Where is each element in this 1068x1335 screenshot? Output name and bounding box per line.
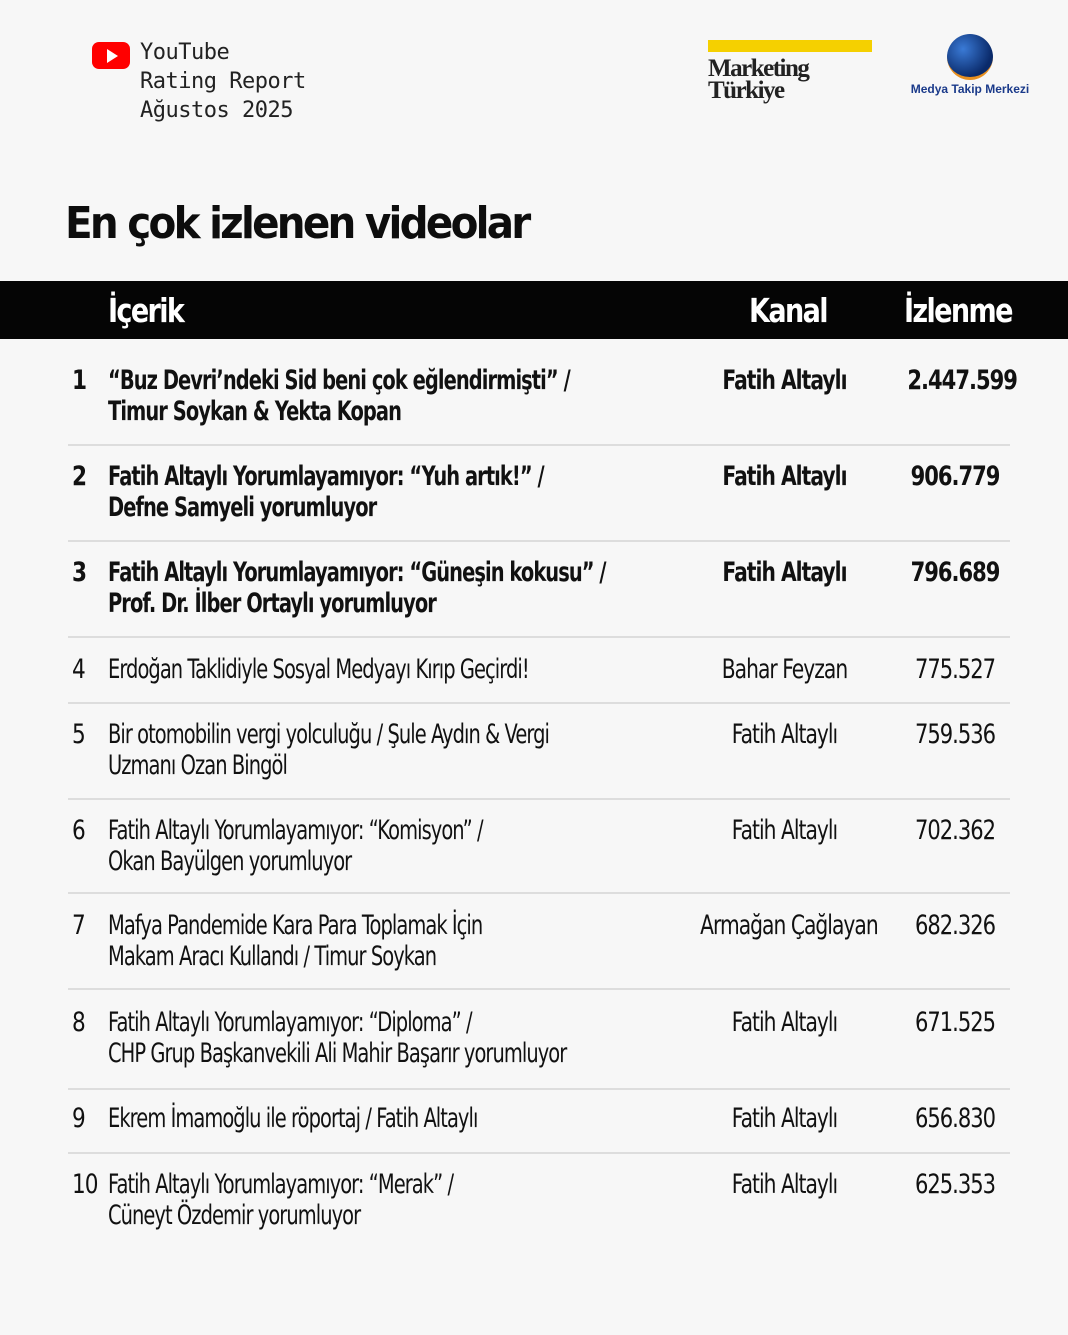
channel-name: Bahar Feyzan	[721, 654, 848, 685]
medya-takip-merkezi-logo	[900, 34, 1040, 96]
report-label	[140, 38, 306, 125]
rank: 7	[72, 910, 85, 941]
video-title-line: Mafya Pandemide Kara Para Toplamak İçin	[108, 910, 483, 941]
rank: 9	[72, 1103, 85, 1134]
logo-text-line2: Türkiye	[708, 77, 784, 104]
logo-yellow-bar	[708, 40, 872, 52]
youtube-play-icon	[92, 42, 130, 69]
view-count: 2.447.599	[907, 365, 1017, 396]
table-row	[68, 990, 1010, 1090]
video-title	[108, 1007, 566, 1069]
report-name: Rating Report	[140, 69, 306, 94]
rank: 6	[72, 815, 85, 846]
table-row	[68, 638, 1010, 704]
video-title-line: Makam Aracı Kullandı / Timur Soykan	[108, 941, 437, 972]
report-brand: YouTube	[140, 40, 230, 65]
channel-name: Armağan Çağlayan	[700, 910, 878, 941]
video-title-line: Fatih Altaylı Yorumlayamıyor: “Merak” /	[108, 1169, 454, 1200]
video-title-line: Ekrem İmamoğlu ile röportaj / Fatih Altaylı	[108, 1103, 478, 1134]
video-title	[108, 719, 549, 781]
rank: 2	[72, 461, 86, 492]
table-row	[68, 446, 1010, 542]
video-title-line: Uzmanı Ozan Bingöl	[108, 750, 287, 781]
channel-name: Fatih Altaylı	[731, 1103, 838, 1134]
video-title	[108, 815, 483, 877]
video-title-line: Fatih Altaylı Yorumlayamıyor: “Diploma” /	[108, 1007, 472, 1038]
report-date: Ağustos 2025	[140, 98, 293, 123]
view-count: 759.536	[915, 719, 995, 750]
view-count: 775.527	[915, 654, 995, 685]
rank: 4	[72, 654, 85, 685]
rank: 5	[72, 719, 85, 750]
view-count: 906.779	[910, 461, 1000, 492]
video-title-line: Fatih Altaylı Yorumlayamıyor: “Komisyon” /	[108, 815, 483, 846]
view-count: 656.830	[915, 1103, 995, 1134]
table-row	[68, 704, 1010, 800]
video-title	[108, 1169, 453, 1231]
video-title-line: “Buz Devri’ndeki Sid beni çok eğlendirmişti” /	[108, 365, 570, 396]
channel-name: Fatih Altaylı	[722, 461, 847, 492]
channel-name: Fatih Altaylı	[722, 557, 847, 588]
table-row	[68, 340, 1017, 446]
video-title	[108, 654, 529, 685]
video-title-line: Bir otomobilin vergi yolculuğu / Şule Aydın & Vergi	[108, 719, 549, 750]
marketing-turkiye-logo	[708, 40, 874, 102]
table-row	[68, 542, 1010, 638]
youtube-report-header	[92, 38, 306, 125]
column-header-content: İçerik	[108, 291, 184, 330]
column-header-views: İzlenme	[904, 291, 1012, 330]
video-title-line: Okan Bayülgen yorumluyor	[108, 846, 352, 877]
logo-text-line1: Marketing	[708, 55, 809, 82]
medya-logo-text: Medya Takip Merkezi	[910, 82, 1030, 96]
video-title-line: Prof. Dr. İlber Ortaylı yorumluyor	[108, 588, 436, 619]
video-title-line: Cüneyt Özdemir yorumluyor	[108, 1200, 361, 1231]
view-count: 671.525	[915, 1007, 995, 1038]
video-title	[108, 910, 482, 972]
channel-name: Fatih Altaylı	[731, 1169, 838, 1200]
channel-name: Fatih Altaylı	[731, 719, 838, 750]
video-title	[108, 365, 570, 427]
channel-name: Fatih Altaylı	[722, 365, 847, 396]
rank: 8	[72, 1007, 85, 1038]
video-title-line: Fatih Altaylı Yorumlayamıyor: “Güneşin kokusu” /	[108, 557, 606, 588]
table-row	[68, 1090, 1010, 1154]
video-title-line: Timur Soykan & Yekta Kopan	[108, 396, 401, 427]
view-count: 625.353	[915, 1169, 995, 1200]
rank: 1	[72, 365, 86, 396]
table-row	[68, 1154, 1010, 1250]
table-row	[68, 800, 1010, 894]
view-count: 682.326	[915, 910, 995, 941]
page-title: En çok izlenen videolar	[65, 198, 529, 249]
channel-name: Fatih Altaylı	[731, 1007, 838, 1038]
video-title	[108, 1103, 477, 1134]
globe-icon	[947, 34, 993, 80]
video-title-line: Erdoğan Taklidiyle Sosyal Medyayı Kırıp Geçirdi!	[108, 654, 529, 685]
table-row	[68, 894, 1010, 990]
video-title	[108, 461, 544, 523]
view-count: 702.362	[915, 815, 995, 846]
channel-name: Fatih Altaylı	[731, 815, 838, 846]
table-header	[0, 281, 1068, 339]
column-header-channel: Kanal	[749, 291, 827, 330]
view-count: 796.689	[910, 557, 1000, 588]
video-title-line: Defne Samyeli yorumluyor	[108, 492, 377, 523]
rank: 3	[72, 557, 86, 588]
video-title-line: CHP Grup Başkanvekili Ali Mahir Başarır yorumluyor	[108, 1038, 567, 1069]
video-title	[108, 557, 606, 619]
video-table	[68, 340, 1017, 1250]
video-title-line: Fatih Altaylı Yorumlayamıyor: “Yuh artık!” /	[108, 461, 544, 492]
rank: 10	[72, 1169, 98, 1200]
